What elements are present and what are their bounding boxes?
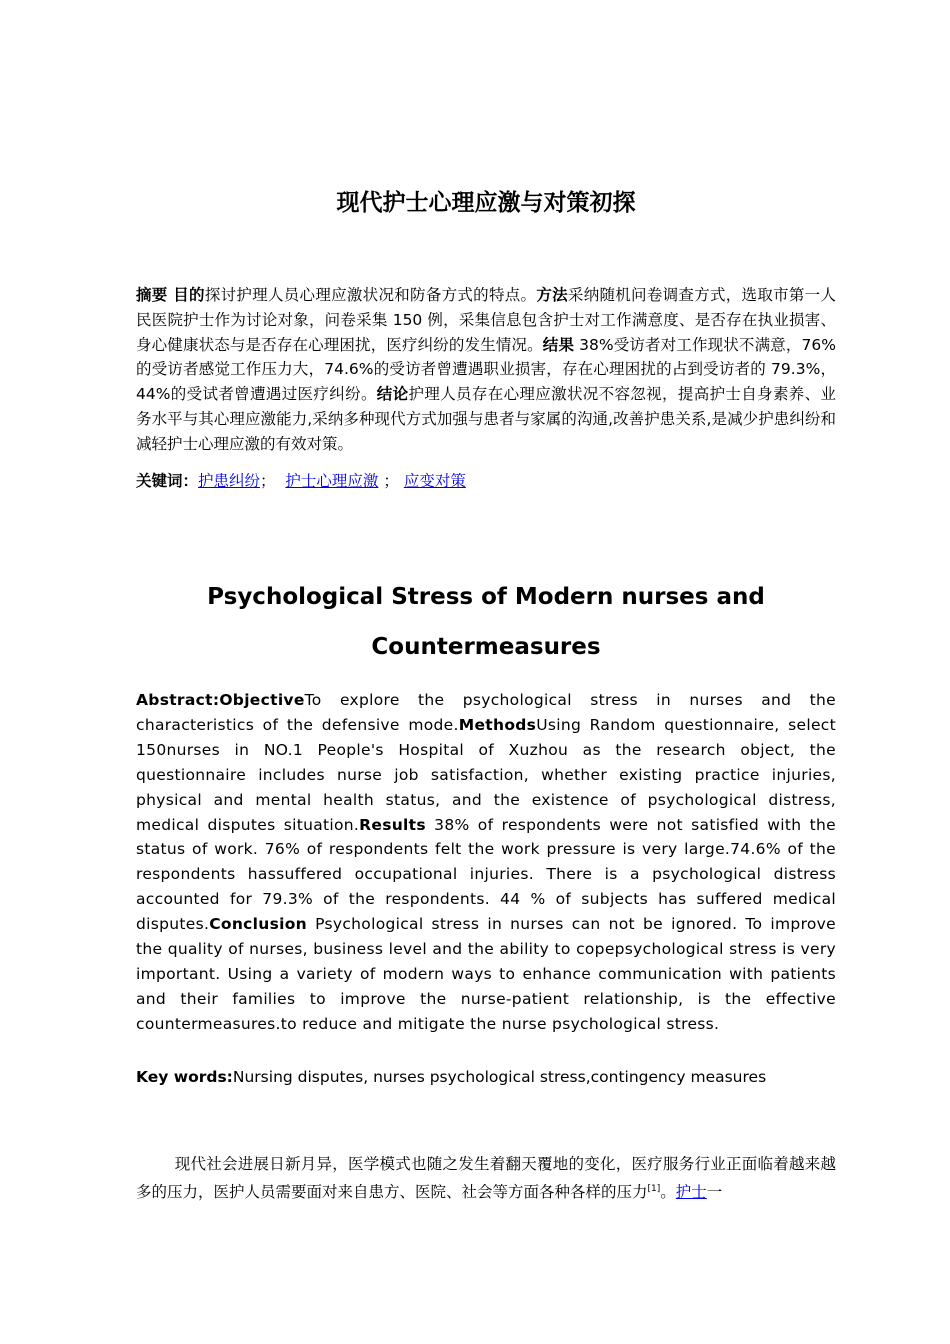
separator: ；	[383, 472, 399, 490]
conclusion-text: 护理人员存在心理应激状况不容忽视，提高护士自身素养、业务水平与其心理应激能力,采纳多种现代方式加强与患者与家属的沟通,改善护患关系,是减少护患纠纷和减轻护士心理应激的有效对策。	[136, 385, 836, 453]
results-label: 结果	[542, 335, 575, 354]
body-text: 一	[706, 1183, 723, 1202]
citation[interactable]: [1]	[647, 1184, 661, 1194]
conclusion-label: Conclusion	[209, 915, 308, 934]
objective-text: To explore the psychological stress in nurses and the characteristics of the defensive mode.	[136, 691, 836, 734]
body-text: 现代社会进展日新月异，医学模式也随之发生着翻天覆地的变化，医疗服务行业正面临着越来越多的压力，医护人员需要面对来自患方、医院、社会等方面各种各样的压力	[136, 1155, 836, 1202]
conclusion-text: Psychological stress in nurses can not be ignored. To improve the quality of nurses, business level and the ability to copepsychological stress is very important. Using a variety of modern ways to enhance communication with patients and their families to improve the nurse-patient relationship, is the effective countermeasures.to reduce and mitigate the nurse psychological stress.	[136, 915, 836, 1033]
english-title	[0, 572, 950, 672]
results-text: 38%受访者对工作现状不满意，76%的受访者感觉工作压力大，74.6%的受访者曾遭遇职业损害，存在心理困扰的占到受访者的 79.3%，44%的受试者曾遭遇过医疗纠纷。	[136, 335, 836, 404]
keyword-link[interactable]: 应变对策	[403, 472, 466, 490]
english-title-line: Countermeasures	[371, 634, 601, 660]
results-label: Results	[359, 815, 426, 834]
body-link[interactable]: 护士	[675, 1183, 707, 1202]
objective-text: 探讨护理人员心理应激状况和防备方式的特点。	[204, 286, 537, 304]
english-abstract	[136, 688, 836, 1037]
english-keywords	[136, 1065, 836, 1089]
chinese-title: 现代护士心理应激与对策初探	[336, 190, 636, 216]
keywords-text: Nursing disputes, nurses psychological stress,contingency measures	[232, 1068, 767, 1086]
conclusion-label: 结论	[376, 385, 409, 404]
chinese-abstract	[136, 283, 836, 457]
methods-label: Methods	[458, 715, 537, 734]
english-title-line: Psychological Stress of Modern nurses and	[207, 584, 765, 610]
keywords-label: Key words:	[136, 1068, 233, 1086]
methods-text: 采纳随机问卷调查方式，选取市第一人民医院护士作为讨论对象，问卷采集 150 例，采集信息包含护士对工作满意度、是否存在执业损害、身心健康状态与是否存在心理困扰，医疗纠纷的发生情况。	[136, 286, 836, 354]
chinese-keywords	[136, 469, 836, 493]
results-text: 38% of respondents were not satisfied with the status of work. 76% of respondents felt the work pressure is very large.74.6% of the respondents hassuffered occupational injuries. There is a psychological distress accounted for 79.3% of the respondents. 44 % of subjects has suffered medical disputes.	[136, 815, 836, 934]
keywords-label: 关键词：	[136, 472, 199, 490]
keyword-link[interactable]: 护患纠纷	[198, 472, 261, 490]
abstract-label: Abstract:Objective	[136, 691, 305, 709]
body-text: 。	[660, 1183, 676, 1202]
separator: ；	[260, 472, 276, 490]
abstract-label: 摘要 目的	[136, 286, 205, 304]
methods-label: 方法	[536, 286, 568, 304]
body-paragraph	[136, 1152, 836, 1205]
keyword-link[interactable]: 护士心理应激	[285, 472, 379, 490]
methods-text: Using Random questionnaire, select 150nurses in NO.1 People's Hospital of Xuzhou as the research object, the questionnaire includes nurse job satisfaction, whether existing practice injuries, physical and mental health status, and the existence of psychological distress, medical disputes situation.	[136, 715, 836, 834]
